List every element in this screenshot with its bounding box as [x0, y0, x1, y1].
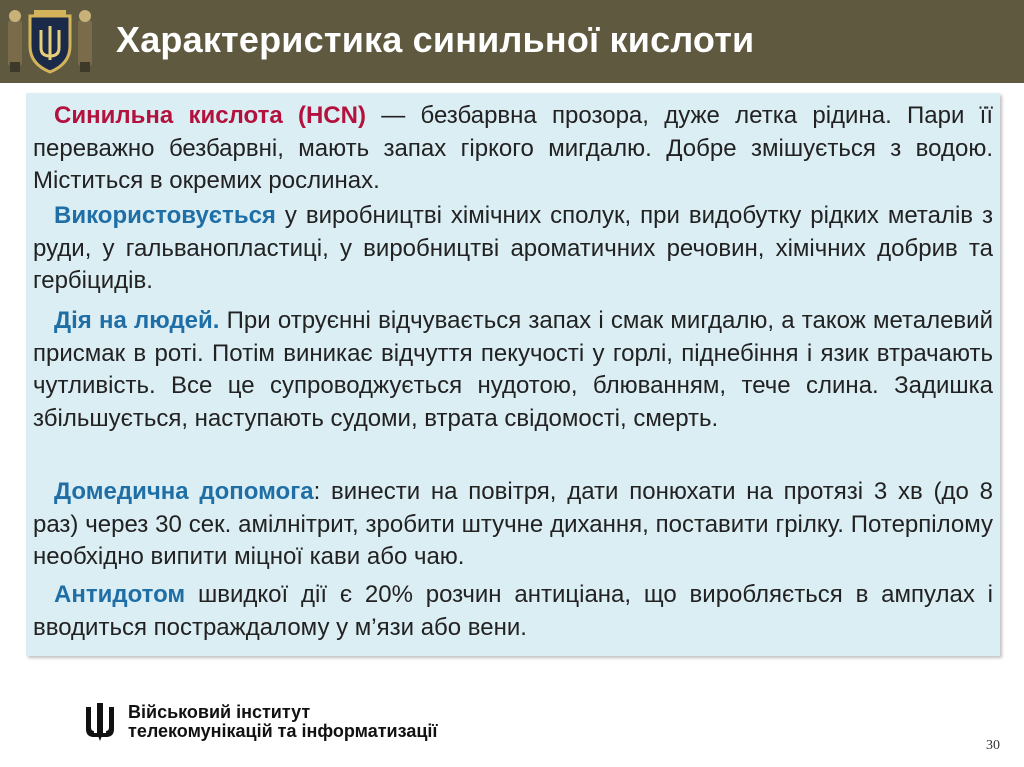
paragraph-text: : винести на повітря, дати понюхати на протязі 3 хв (до 8 раз) через 30 сек. амілнітрит, зробити штучне дихання, поставити грілку. Потерпілому необхідно випити міцної кави або чаю.	[33, 478, 994, 570]
page-title: Характеристика синильної кислоти	[116, 19, 755, 60]
header-bar	[0, 0, 1024, 83]
institute-name-line1: Військовий інститут	[128, 702, 311, 722]
term-effects: Дія на людей.	[54, 307, 220, 334]
content-panel	[26, 93, 1000, 656]
term-antidote: Антидотом	[54, 581, 186, 608]
institute-name	[128, 703, 437, 741]
page-number: 30	[986, 738, 1000, 753]
institute-name-line2: телекомунікацій та інформатизації	[128, 721, 438, 741]
paragraph-usage	[33, 200, 993, 298]
paragraph-first-aid	[33, 476, 993, 574]
term-hcn: Синильна кислота (HCN)	[54, 102, 366, 129]
paragraph-text: — безбарвна прозора, дуже летка рідина. Пари її переважно безбарвні, мають запах гіркого мигдалю. Добре змішується з водою. Міститься в окремих рослинах.	[33, 102, 993, 194]
paragraph-text: При отруєнні відчувається запах і смак мигдалю, а також металевий присмак в роті. Потім виникає відчуття пекучості у горлі, піднебіння і язик втрачають чутливість. Все це супроводжується нудотою, блюванням, тече слина. Задишка збільшується, наступають судоми, втрата свідомості, смерть.	[33, 307, 993, 432]
paragraph-antidote	[33, 579, 993, 644]
paragraph-text: у виробництві хімічних сполук, при видобутку рідких металів з руди, у гальванопластиці, у виробництві ароматичних речовин, хімічних добрив та гербіцидів.	[33, 202, 993, 294]
coat-of-arms-icon	[4, 6, 96, 76]
trident-logo-icon	[83, 703, 117, 743]
term-usage: Використовується	[54, 202, 276, 229]
paragraph-text: швидкої дії є 20% розчин антиціана, що виробляється в ампулах і вводиться постраждалому у м’язи або вени.	[33, 581, 993, 641]
paragraph-description	[33, 100, 993, 198]
term-first-aid: Домедична допомога	[54, 478, 314, 505]
paragraph-effects	[33, 305, 993, 435]
